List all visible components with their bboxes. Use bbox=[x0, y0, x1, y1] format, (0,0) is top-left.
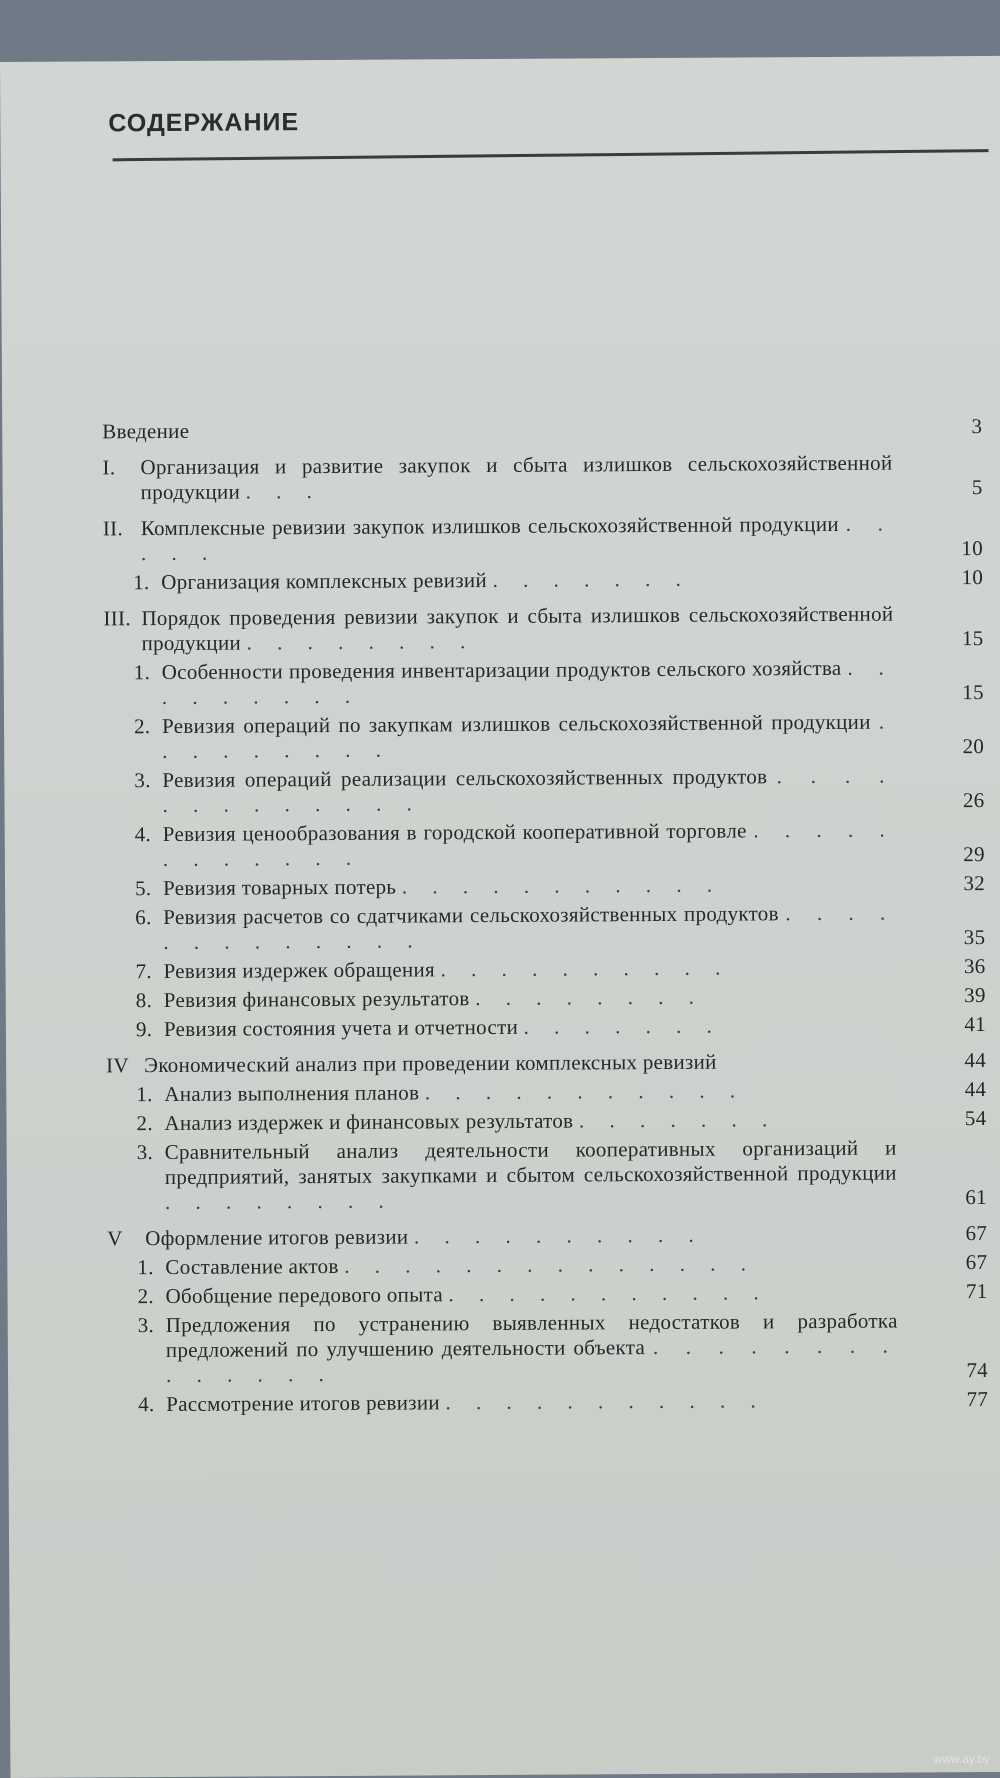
toc-entry-number: 6. bbox=[135, 905, 152, 930]
toc-entry-text: Экономический анализ при проведении комплексных ревизий bbox=[144, 1049, 717, 1078]
table-of-contents bbox=[102, 414, 988, 1417]
toc-entry-number: 1. bbox=[133, 660, 151, 685]
toc-entry-title bbox=[163, 872, 895, 901]
title-rule bbox=[113, 149, 989, 161]
toc-entry-page: 54 bbox=[964, 1105, 987, 1131]
toc-entry-title bbox=[163, 818, 895, 872]
toc-entry-title bbox=[165, 1136, 897, 1215]
toc-entry-text: Порядок проведения ревизии закупок и сбыта излишков сельскохозяйственной продукции bbox=[141, 601, 894, 656]
toc-entry-text: Обобщение передового опыта bbox=[165, 1282, 443, 1309]
toc-entry-title bbox=[162, 764, 894, 818]
leader-dots: . . . . . . . . . bbox=[161, 655, 894, 710]
leader-dots: . . . . . . . bbox=[492, 566, 691, 593]
toc-entry-page: 32 bbox=[963, 870, 986, 896]
toc-entry bbox=[104, 763, 984, 818]
toc-entry bbox=[106, 1106, 986, 1136]
toc-entry-text: Ревизия состояния учета и отчетности bbox=[163, 1014, 519, 1042]
toc-entry-text: Предложения по устранению выявленных недостатков и разработка предложений по улучшению деятельности объекта bbox=[165, 1308, 898, 1363]
toc-entry-title bbox=[141, 512, 893, 567]
leader-dots: . . . . . . . . bbox=[246, 629, 476, 655]
toc-entry-text: Ревизия расчетов со сдатчиками сельскохозяйственных продуктов bbox=[163, 901, 779, 930]
toc-entry bbox=[103, 565, 983, 595]
toc-entry bbox=[107, 1135, 987, 1215]
leader-dots: . . . . . . . . bbox=[164, 1188, 394, 1215]
toc-entry-number: 9. bbox=[135, 1017, 153, 1042]
toc-entry bbox=[105, 871, 985, 901]
leader-dots: . . . . . bbox=[140, 511, 893, 566]
leader-dots: . . . . . . . . . . . . . . bbox=[344, 1251, 757, 1278]
leader-dots: . . . . . . . . . . bbox=[413, 1222, 704, 1249]
leader-dots: . . . . . . . . . . bbox=[440, 955, 731, 982]
toc-entry-number: 3. bbox=[134, 768, 151, 793]
toc-entry-page: 10 bbox=[961, 565, 984, 590]
leader-dots: . . . . . . . . . bbox=[162, 709, 895, 764]
leader-dots: . . . . . . . bbox=[578, 1107, 778, 1133]
toc-entry-number: III. bbox=[103, 606, 131, 631]
toc-entry bbox=[104, 709, 984, 764]
toc-entry-page: 15 bbox=[961, 626, 984, 651]
toc-entry-number: 1. bbox=[137, 1255, 154, 1280]
toc-entry bbox=[103, 511, 983, 566]
toc-entry-title bbox=[162, 710, 894, 764]
toc-entry-text: Организация комплексных ревизий bbox=[161, 568, 488, 595]
toc-entry-number: 2. bbox=[133, 714, 151, 739]
toc-entry-page: 77 bbox=[966, 1386, 989, 1412]
toc-entry-title bbox=[161, 566, 893, 595]
toc-entry-title bbox=[164, 1013, 896, 1042]
toc-entry-title bbox=[162, 656, 894, 710]
toc-entry bbox=[105, 900, 985, 955]
book-page bbox=[0, 56, 1000, 1778]
toc-entry-title bbox=[140, 451, 892, 506]
toc-entry-title bbox=[165, 1251, 897, 1280]
toc-entry-page: 10 bbox=[961, 536, 984, 561]
leader-dots: . . . bbox=[245, 479, 322, 504]
toc-entry-text: Ревизия операций реализации сельскохозяйственных продуктов bbox=[162, 764, 768, 793]
toc-entry-text: Ревизия издержек обращения bbox=[163, 957, 436, 984]
toc-entry bbox=[107, 1250, 987, 1280]
toc-entry-number: 3. bbox=[136, 1140, 154, 1165]
leader-dots: . . . . . . . . . . . bbox=[445, 1388, 766, 1415]
toc-entry bbox=[105, 954, 985, 984]
toc-entry-number: II. bbox=[102, 516, 124, 541]
toc-entry-number: 8. bbox=[135, 988, 153, 1013]
toc-entry-page: 26 bbox=[962, 787, 985, 813]
leader-dots: . . . . . . . . . . . bbox=[448, 1280, 769, 1307]
toc-entry-text: Оформление итогов ревизии bbox=[145, 1224, 409, 1251]
toc-entry-title bbox=[166, 1309, 898, 1388]
toc-entry bbox=[103, 601, 983, 656]
toc-entry-page: 39 bbox=[964, 982, 986, 1008]
toc-entry-number: 5. bbox=[134, 876, 152, 901]
toc-entry bbox=[108, 1308, 988, 1388]
toc-entry-title bbox=[164, 1078, 896, 1107]
toc-entry-title bbox=[164, 1107, 896, 1136]
toc-entry-text: Введение bbox=[102, 418, 190, 444]
leader-dots: . . . . . . . . . . . bbox=[424, 1078, 746, 1105]
toc-entry-text: Ревизия товарных потерь bbox=[162, 874, 397, 901]
toc-entry-number: V bbox=[107, 1226, 123, 1251]
toc-entry-number: I. bbox=[102, 455, 116, 480]
toc-entry bbox=[102, 450, 982, 505]
toc-entry-title bbox=[141, 602, 893, 657]
toc-entry-title bbox=[144, 1049, 896, 1079]
leader-dots: . . . . . . . . . . . . . bbox=[162, 763, 895, 818]
toc-entry-page: 74 bbox=[966, 1357, 989, 1383]
toc-entry-number: 4. bbox=[134, 822, 152, 847]
toc-entry-page: 15 bbox=[962, 680, 984, 705]
toc-entry-title bbox=[145, 1222, 897, 1252]
toc-entry-page: 44 bbox=[964, 1076, 987, 1102]
watermark: www.ay.by bbox=[933, 1752, 990, 1766]
toc-entry-text: Комплексные ревизии закупок излишков сельскохозяйственной продукции bbox=[140, 511, 839, 541]
toc-entry-title bbox=[166, 1388, 898, 1417]
toc-entry-number: 1. bbox=[133, 570, 150, 595]
toc-entry-page: 35 bbox=[963, 924, 986, 950]
toc-entry bbox=[104, 655, 984, 710]
toc-entry-title bbox=[165, 1280, 897, 1309]
toc-entry-page: 20 bbox=[962, 734, 985, 759]
toc-entry bbox=[106, 1048, 986, 1078]
toc-entry-page: 67 bbox=[965, 1249, 988, 1275]
toc-entry-number: IV bbox=[106, 1053, 129, 1078]
toc-entry bbox=[107, 1279, 987, 1309]
toc-entry-title bbox=[102, 415, 892, 445]
toc-entry-page: 67 bbox=[965, 1220, 988, 1246]
toc-entry-title bbox=[163, 955, 895, 984]
page-title: СОДЕРЖАНИЕ bbox=[108, 108, 300, 138]
toc-entry-text: Ревизия операций по закупкам излишков сельскохозяйственной продукции bbox=[161, 709, 871, 739]
toc-entry-number: 4. bbox=[138, 1392, 155, 1417]
leader-dots: . . . . . . . . . . . . . . bbox=[165, 1333, 898, 1388]
toc-entry-number: 2. bbox=[137, 1284, 154, 1309]
toc-entry-number: 1. bbox=[136, 1082, 153, 1107]
toc-entry-page: 61 bbox=[965, 1184, 988, 1210]
leader-dots: . . . . . . . . bbox=[475, 984, 704, 1011]
toc-entry-number: 3. bbox=[137, 1313, 155, 1338]
toc-entry-text: Анализ выполнения планов bbox=[164, 1080, 420, 1107]
toc-entry bbox=[106, 1012, 986, 1042]
toc-entry-page: 3 bbox=[971, 414, 983, 439]
toc-entry-text: Сравнительный анализ деятельности кооперативных организаций и предприятий, занятых закупками и сбытом сельскохозяйственной продукции bbox=[164, 1135, 897, 1190]
toc-entry bbox=[106, 983, 986, 1013]
toc-entry-number: 7. bbox=[135, 959, 152, 984]
leader-dots: . . . . . . . . . . . bbox=[401, 872, 723, 899]
toc-entry-title bbox=[163, 901, 895, 955]
toc-entry bbox=[102, 414, 982, 444]
toc-entry-text: Особенности проведения инвентаризации продуктов сельского хозяйства bbox=[161, 655, 842, 685]
toc-entry bbox=[106, 1077, 986, 1107]
toc-entry-number: 2. bbox=[136, 1111, 153, 1136]
toc-entry bbox=[105, 817, 985, 872]
leader-dots: . . . . . . . . . . . . bbox=[162, 817, 895, 872]
toc-entry-page: 41 bbox=[964, 1011, 986, 1037]
toc-entry-text: Организация и развитие закупок и сбыта излишков сельскохозяйственной продукции bbox=[140, 450, 893, 505]
toc-entry-page: 44 bbox=[964, 1047, 987, 1073]
toc-entry-page: 36 bbox=[963, 953, 986, 979]
toc-entry-page: 29 bbox=[963, 841, 985, 867]
toc-entry-page: 5 bbox=[971, 475, 983, 500]
leader-dots: . . . . . . . bbox=[523, 1013, 722, 1039]
toc-entry-text: Анализ издержек и финансовых результатов bbox=[164, 1108, 574, 1136]
toc-entry-title bbox=[164, 984, 896, 1013]
toc-entry-text: Ревизия финансовых результатов bbox=[163, 986, 470, 1013]
toc-entry-text: Составление актов bbox=[165, 1253, 339, 1280]
toc-entry-text: Рассмотрение итогов ревизии bbox=[166, 1390, 440, 1417]
toc-entry bbox=[107, 1221, 987, 1251]
toc-entry-page: 71 bbox=[965, 1278, 988, 1304]
toc-entry bbox=[108, 1387, 988, 1417]
leader-dots: . . . . . . . . . . . . . bbox=[163, 900, 896, 955]
toc-entry-text: Ревизия ценообразования в городской кооперативной торговле bbox=[162, 818, 747, 847]
